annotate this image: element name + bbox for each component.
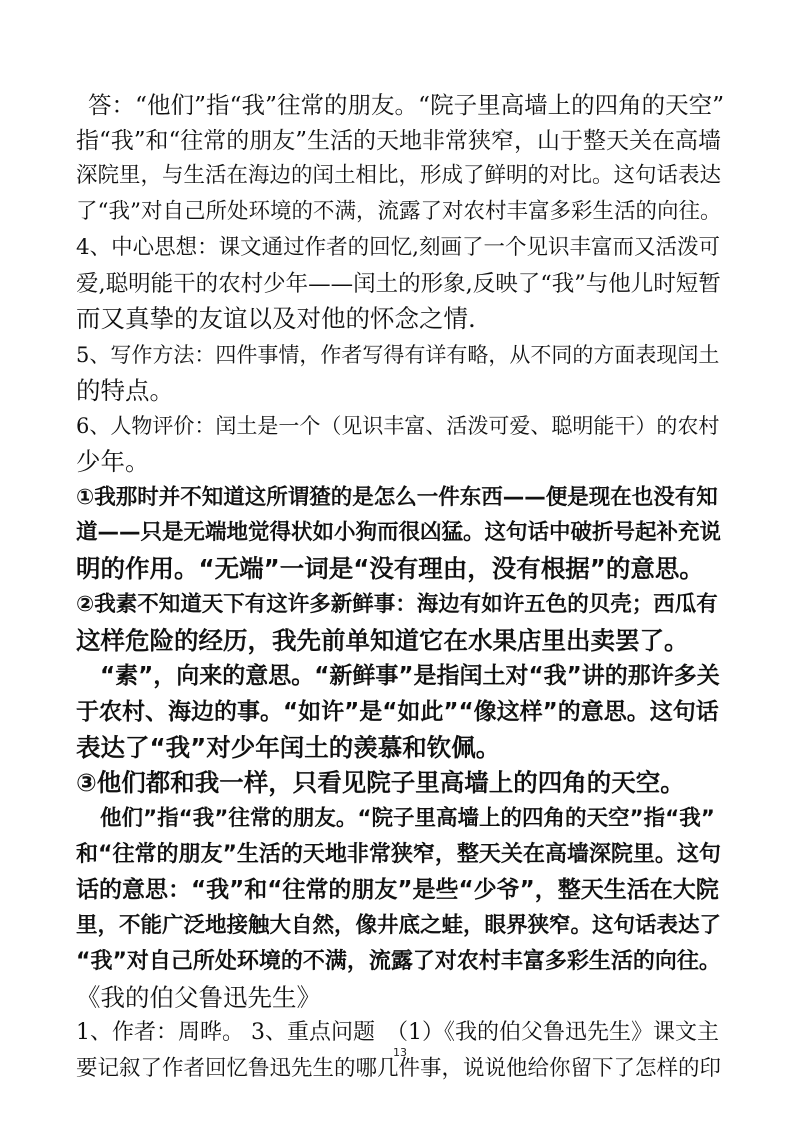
text-line: 于农村、海边的事。“如许”是“如此”“像这样”的意思。这句话 [76,698,719,725]
text-line: 1、作者：周晔。 3、重点问题 （1）《我的伯父鲁迅先生》课文主 [76,1020,719,1046]
text-line: 这样危险的经历，我先前单知道它在水果店里出卖罢了。 [76,625,689,655]
text-line: ①我那时并不知道这所谓猹的是怎么一件东西——便是现在也没有知 [76,484,718,510]
text-line: 表达了“我”对少年闰土的羡慕和钦佩。 [76,732,501,762]
text-line: 明的作用。“无端”一词是“没有理由，没有根据”的意思。 [76,554,704,584]
text-line: 4、中心思想：课文通过作者的回忆,刻画了一个见识丰富而又活泼可 [76,234,721,260]
text-line: “我”对自己所处环境的不满，流露了对农村丰富多彩生活的向往。 [76,948,721,974]
text-line: 道——只是无端地觉得状如小狗而很凶猛。这句话中破折号起补充说 [76,520,722,546]
text-line: ②我素不知道天下有这许多新鲜事：海边有如许五色的贝壳；西瓜有 [76,591,718,617]
text-line: 答：“他们”指“我”往常的朋友。“院子里高墙上的四角的天空” [88,91,725,119]
text-line: 了“我”对自己所处环境的不满，流露了对农村丰富多彩生活的向往。 [76,199,722,225]
text-line: 少年。 [76,447,150,476]
text-line: ③他们都和我一样，只看见院子里高墙上的四角的天空。 [76,768,685,798]
text-line: “素”，向来的意思。“新鲜事”是指闰土对“我”讲的那许多关 [100,663,720,690]
text-line: 的特点。 [76,375,174,405]
text-line: 话的意思：“我”和“往常的朋友”是些“少爷”，整天生活在大院 [76,877,719,904]
page-number: 13 [393,1046,407,1059]
text-line: 深院里，与生活在海边的闰土相比，形成了鲜明的对比。这句话表达 [76,163,722,189]
text-line: 爱,聪明能干的农村少年——闰土的形象,反映了“我”与他儿时短暂 [76,270,721,297]
text-line: 5、写作方法：四件事情，作者写得有详有略，从不同的方面表现闰土 [76,342,720,367]
text-line: 指“我”和“往常的朋友”生活的天地非常狭窄，山于整天关在高墙 [76,127,722,154]
text-line: 和“往常的朋友”生活的天地非常狭窄，整天关在高墙深院里。这句 [76,841,721,867]
text-line: 他们”指“我”往常的朋友。“院子里高墙上的四角的天空”指“我” [100,806,715,831]
text-line: 《我的伯父鲁迅先生》 [76,982,321,1012]
text-line: 里，不能广泛地接触大自然，像井底之蛙，眼界狭窄。这句话表达了 [76,913,722,939]
text-line: 要记叙了作者回忆鲁迅先生的哪几件事，说说他给你留下了怎样的印 [76,1055,722,1081]
text-line: 6、人物评价：闰土是一个（见识丰富、活泼可爱、聪明能干）的农村 [76,414,720,439]
text-line: 而又真挚的友谊以及对他的怀念之情. [76,304,476,334]
